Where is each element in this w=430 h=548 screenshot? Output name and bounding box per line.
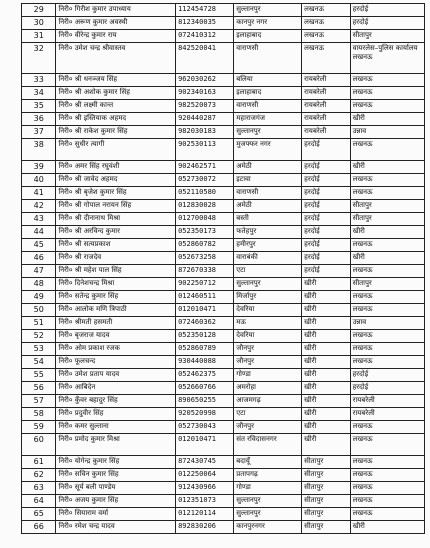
posted-district-cell: हरदोई [350, 369, 424, 382]
current-district-cell: सीतापुर [302, 469, 350, 482]
phone-number-cell: 012010471 [176, 304, 234, 317]
serial-number-cell: 56 [22, 382, 56, 395]
posted-district-cell: खीरी [350, 113, 424, 126]
officer-name-cell: निरी० श्री अशोक कुमार सिंह [56, 87, 176, 100]
current-district-cell: खीरी [302, 317, 350, 330]
serial-number-cell: 66 [22, 521, 56, 534]
table-row [22, 356, 425, 369]
serial-number-cell: 51 [22, 317, 56, 330]
current-district-cell: खीरी [302, 382, 350, 395]
table-row [22, 213, 425, 226]
phone-number-cell: 112454728 [176, 4, 234, 17]
phone-number-cell: 052350173 [176, 226, 234, 239]
table-row [22, 87, 425, 100]
table-row [22, 252, 425, 265]
table-row [22, 508, 425, 521]
table-row [22, 200, 425, 213]
serial-number-cell: 35 [22, 100, 56, 113]
serial-number-cell: 61 [22, 456, 56, 469]
phone-number-cell: 012700048 [176, 213, 234, 226]
posted-district-cell: लखनऊ [350, 87, 424, 100]
phone-number-cell: 052110580 [176, 187, 234, 200]
current-district-cell: लखनऊ [302, 17, 350, 30]
home-district-cell: सुल्तानपुर [234, 126, 302, 139]
table-row [22, 330, 425, 343]
current-district-cell: खीरी [302, 395, 350, 408]
posted-district-cell: खीरी [350, 252, 424, 265]
officer-name-cell: निरी० गिरीश कुमार उपाध्याय [56, 4, 176, 17]
current-district-cell: हरदोई [302, 239, 350, 252]
table-row [22, 100, 425, 113]
posted-district-cell: सीतापुर [350, 200, 424, 213]
home-district-cell: सुल्तानपुर [234, 278, 302, 291]
home-district-cell: सुल्तानपुर [234, 495, 302, 508]
posted-district-cell: लखनऊ [350, 469, 424, 482]
current-district-cell: खीरी [302, 278, 350, 291]
officer-name-cell: निरी० श्री दीनानाथ मिश्रा [56, 213, 176, 226]
home-district-cell: हमीरपुर [234, 239, 302, 252]
home-district-cell: वाराणसी [234, 43, 302, 74]
serial-number-cell: 58 [22, 408, 56, 421]
officer-name-cell: निरी० दिनेशचन्द्र मिश्रा [56, 278, 176, 291]
phone-number-cell: 920440287 [176, 113, 234, 126]
home-district-cell: मुजफ्फर नगर [234, 139, 302, 161]
phone-number-cell: 902530113 [176, 139, 234, 161]
current-district-cell: खीरी [302, 330, 350, 343]
table-row [22, 469, 425, 482]
serial-number-cell: 48 [22, 278, 56, 291]
serial-number-cell: 50 [22, 304, 56, 317]
officer-name-cell: निरी० आलोक मणि त्रिपाठी [56, 304, 176, 317]
home-district-cell: एटा [234, 408, 302, 421]
phone-number-cell: 930440088 [176, 356, 234, 369]
home-district-cell: वाराबंकी [234, 252, 302, 265]
officer-name-cell: निरी० सुधीर त्यागी [56, 139, 176, 161]
current-district-cell: हरदोई [302, 139, 350, 161]
table-row [22, 265, 425, 278]
posted-district-cell: हरदोई [350, 4, 424, 17]
home-district-cell: बलिया [234, 74, 302, 87]
table-row [22, 382, 425, 395]
phone-number-cell: 072410312 [176, 30, 234, 43]
current-district-cell: खीरी [302, 343, 350, 356]
serial-number-cell: 44 [22, 226, 56, 239]
table-row [22, 74, 425, 87]
posted-district-cell: खीरी [350, 226, 424, 239]
home-district-cell: जौनपुर [234, 343, 302, 356]
home-district-cell: एटा [234, 265, 302, 278]
officer-name-cell: निरी० सियाराम वर्मा [56, 508, 176, 521]
serial-number-cell: 65 [22, 508, 56, 521]
officer-name-cell: निरी० सतेन्द्र कुमार सिंह [56, 291, 176, 304]
home-district-cell: फतेहपुर [234, 226, 302, 239]
home-district-cell: आजमगढ़ [234, 395, 302, 408]
posted-district-cell: रायबरेली [350, 395, 424, 408]
table-row [22, 30, 425, 43]
home-district-cell: कानपुर नगर [234, 17, 302, 30]
home-district-cell: गोण्डा [234, 482, 302, 495]
table-row [22, 369, 425, 382]
posted-district-cell: लखनऊ [350, 434, 424, 456]
current-district-cell: लखनऊ [302, 4, 350, 17]
officer-name-cell: निरी० कुँवर बहादुर सिंह [56, 395, 176, 408]
serial-number-cell: 43 [22, 213, 56, 226]
officer-name-cell: निरी० सूर्य बली पाण्डेय [56, 482, 176, 495]
home-district-cell: कानपुरनगर [234, 521, 302, 534]
serial-number-cell: 31 [22, 30, 56, 43]
table-row [22, 495, 425, 508]
serial-number-cell: 46 [22, 252, 56, 265]
current-district-cell: हरदोई [302, 200, 350, 213]
phone-number-cell: 920520998 [176, 408, 234, 421]
serial-number-cell: 53 [22, 343, 56, 356]
posted-district-cell: लखनऊ [350, 482, 424, 495]
home-district-cell: वाराणसी [234, 100, 302, 113]
phone-number-cell: 012830028 [176, 200, 234, 213]
home-district-cell: सुल्तानपुर [234, 4, 302, 17]
posted-district-cell: लखनऊ [350, 356, 424, 369]
phone-number-cell: 012250064 [176, 469, 234, 482]
home-district-cell: प्रतापगढ़ [234, 469, 302, 482]
home-district-cell: महाराजगंज [234, 113, 302, 126]
home-district-cell: जौनपुर [234, 421, 302, 434]
phone-number-cell: 962030262 [176, 74, 234, 87]
posted-district-cell: लखनऊ [350, 330, 424, 343]
phone-number-cell: 012120114 [176, 508, 234, 521]
current-district-cell: सीतापुर [302, 456, 350, 469]
posted-district-cell: लखनऊ [350, 139, 424, 161]
officer-table [21, 3, 425, 534]
officer-name-cell: निरी० प्रदुवीर सिंह [56, 408, 176, 421]
home-district-cell: वाराणसी [234, 187, 302, 200]
home-district-cell: जौनपुर [234, 356, 302, 369]
officer-name-cell: निरी० श्री गोपाल नरायन सिंह [56, 200, 176, 213]
current-district-cell: खीरी [302, 356, 350, 369]
home-district-cell: अमेठी [234, 200, 302, 213]
serial-number-cell: 38 [22, 139, 56, 161]
home-district-cell: बदायूँ [234, 456, 302, 469]
current-district-cell: लखनऊ [302, 30, 350, 43]
table-row [22, 139, 425, 161]
current-district-cell: लखनऊ [302, 43, 350, 74]
home-district-cell: देवरिया [234, 330, 302, 343]
phone-number-cell: 052350128 [176, 330, 234, 343]
table-row [22, 239, 425, 252]
table-row [22, 291, 425, 304]
current-district-cell: हरदोई [302, 265, 350, 278]
phone-number-cell: 052730043 [176, 421, 234, 434]
serial-number-cell: 36 [22, 113, 56, 126]
serial-number-cell: 54 [22, 356, 56, 369]
posted-district-cell: लखनऊ [350, 187, 424, 200]
phone-number-cell: 012010471 [176, 434, 234, 456]
serial-number-cell: 57 [22, 395, 56, 408]
officer-name-cell: निरी० अजय कुमार सिंह [56, 495, 176, 508]
current-district-cell: खीरी [302, 291, 350, 304]
current-district-cell: हरदोई [302, 252, 350, 265]
posted-district-cell: लखनऊ [350, 100, 424, 113]
posted-district-cell: लखनऊ [350, 508, 424, 521]
officer-name-cell: निरी० योगेन्द्र कुमार सिंह [56, 456, 176, 469]
current-district-cell: रायबरेली [302, 74, 350, 87]
posted-district-cell: लखनऊ [350, 421, 424, 434]
posted-district-cell: लखनऊ [350, 495, 424, 508]
posted-district-cell: लखनऊ [350, 456, 424, 469]
serial-number-cell: 32 [22, 43, 56, 74]
current-district-cell: रायबरेली [302, 87, 350, 100]
officer-name-cell: निरी० फूलचन्द [56, 356, 176, 369]
table-row [22, 343, 425, 356]
officer-name-cell: निरी० सचिन कुमार सिंह [56, 469, 176, 482]
table-row [22, 304, 425, 317]
posted-district-cell: लखनऊ [350, 291, 424, 304]
phone-number-cell: 982030183 [176, 126, 234, 139]
home-district-cell: अमेठी [234, 161, 302, 174]
home-district-cell: इलाहाबाद [234, 87, 302, 100]
officer-name-cell: निरी० वीरेन्द्र कुमार राय [56, 30, 176, 43]
posted-district-cell: लखनऊ [350, 239, 424, 252]
officer-name-cell: निरी० श्री लक्ष्मी कान्त [56, 100, 176, 113]
serial-number-cell: 34 [22, 87, 56, 100]
serial-number-cell: 49 [22, 291, 56, 304]
home-district-cell: मिर्जापुर [234, 291, 302, 304]
current-district-cell: सीतापुर [302, 521, 350, 534]
posted-district-cell: खीरी [350, 521, 424, 534]
serial-number-cell: 52 [22, 330, 56, 343]
current-district-cell: सीतापुर [302, 482, 350, 495]
home-district-cell: सुल्तानपुर [234, 508, 302, 521]
officer-name-cell: निरी० रमेश चन्द्र यादव [56, 521, 176, 534]
table-row [22, 408, 425, 421]
posted-district-cell: उन्नाव [350, 126, 424, 139]
serial-number-cell: 59 [22, 421, 56, 434]
posted-district-cell: लखनऊ [350, 174, 424, 187]
phone-number-cell: 872430745 [176, 456, 234, 469]
current-district-cell: खीरी [302, 304, 350, 317]
current-district-cell: खीरी [302, 421, 350, 434]
phone-number-cell: 012351073 [176, 495, 234, 508]
officer-name-cell: निरी० श्री राजदेव [56, 252, 176, 265]
phone-number-cell: 872670338 [176, 265, 234, 278]
current-district-cell: हरदोई [302, 226, 350, 239]
table-row [22, 456, 425, 469]
table-row [22, 395, 425, 408]
posted-district-cell: हरदोई [350, 382, 424, 395]
phone-number-cell: 912430966 [176, 482, 234, 495]
officer-name-cell: निरी० अरूण कुमार अवस्थी [56, 17, 176, 30]
table-row [22, 278, 425, 291]
current-district-cell: हरदोई [302, 161, 350, 174]
table-row [22, 482, 425, 495]
serial-number-cell: 64 [22, 495, 56, 508]
home-district-cell: देवरिया [234, 304, 302, 317]
posted-district-cell: लखनऊ [350, 74, 424, 87]
posted-district-cell: लखनऊ [350, 304, 424, 317]
current-district-cell: हरदोई [302, 213, 350, 226]
officer-name-cell: निरी० श्री धनञ्जय सिंह [56, 74, 176, 87]
home-district-cell: बस्ती [234, 213, 302, 226]
officer-name-cell: निरी० श्री अरविन्द कुमार [56, 226, 176, 239]
table-row [22, 161, 425, 174]
current-district-cell: सीतापुर [302, 495, 350, 508]
current-district-cell: हरदोई [302, 187, 350, 200]
phone-number-cell: 052660766 [176, 382, 234, 395]
serial-number-cell: 55 [22, 369, 56, 382]
current-district-cell: खीरी [302, 408, 350, 421]
table-row [22, 113, 425, 126]
serial-number-cell: 37 [22, 126, 56, 139]
table-row [22, 226, 425, 239]
serial-number-cell: 33 [22, 74, 56, 87]
phone-number-cell: 902250712 [176, 278, 234, 291]
table-row [22, 434, 425, 456]
table-row [22, 174, 425, 187]
home-district-cell: इटावा [234, 174, 302, 187]
officer-name-cell: निरी० श्री जावेद अहमद [56, 174, 176, 187]
posted-district-cell: सीतापुर [350, 30, 424, 43]
officer-name-cell: निरी० श्रीमती हसमती [56, 317, 176, 330]
posted-district-cell: लखनऊ [350, 265, 424, 278]
phone-number-cell: 072460362 [176, 317, 234, 330]
table-row [22, 43, 425, 74]
serial-number-cell: 45 [22, 239, 56, 252]
phone-number-cell: 890650255 [176, 395, 234, 408]
officer-name-cell: निरी० बृजराज यादव [56, 330, 176, 343]
table-row [22, 4, 425, 17]
current-district-cell: सीतापुर [302, 508, 350, 521]
posted-district-cell: रायबरेली [350, 408, 424, 421]
serial-number-cell: 63 [22, 482, 56, 495]
table-row [22, 317, 425, 330]
officer-name-cell: निरी० श्री बृजेश कुमार सिंह [56, 187, 176, 200]
officer-name-cell: निरी० अमर सिंह रघुवंशी [56, 161, 176, 174]
serial-number-cell: 39 [22, 161, 56, 174]
phone-number-cell: 052860789 [176, 343, 234, 356]
table-row [22, 17, 425, 30]
phone-number-cell: 052462375 [176, 369, 234, 382]
officer-name-cell: निरी० प्रमोद कुमार मिश्रा [56, 434, 176, 456]
serial-number-cell: 41 [22, 187, 56, 200]
serial-number-cell: 30 [22, 17, 56, 30]
serial-number-cell: 40 [22, 174, 56, 187]
posted-district-cell: वायरलेस–पुलिस कार्यालय लखनऊ [350, 43, 424, 74]
posted-district-cell: सीतापुर [350, 213, 424, 226]
phone-number-cell: 902462571 [176, 161, 234, 174]
officer-table-body [22, 4, 425, 534]
phone-number-cell: 012460511 [176, 291, 234, 304]
current-district-cell: खीरी [302, 369, 350, 382]
officer-name-cell: निरी० उमेश प्रताप यादव [56, 369, 176, 382]
serial-number-cell: 29 [22, 4, 56, 17]
posted-district-cell: उन्नाव [350, 317, 424, 330]
officer-name-cell: निरी० श्री राकेश कुमार सिंह [56, 126, 176, 139]
phone-number-cell: 892830206 [176, 521, 234, 534]
home-district-cell: संत रविदासनगर [234, 434, 302, 456]
phone-number-cell: 052860782 [176, 239, 234, 252]
phone-number-cell: 902340163 [176, 87, 234, 100]
table-row [22, 126, 425, 139]
officer-name-cell: निरी० श्री इस्तियाक अहमद [56, 113, 176, 126]
phone-number-cell: 052673258 [176, 252, 234, 265]
serial-number-cell: 62 [22, 469, 56, 482]
officer-name-cell: निरी० कमर सुल्ताना [56, 421, 176, 434]
phone-number-cell: 052730072 [176, 174, 234, 187]
current-district-cell: रायबरेली [302, 113, 350, 126]
current-district-cell: रायबरेली [302, 100, 350, 113]
serial-number-cell: 60 [22, 434, 56, 456]
officer-name-cell: निरी० श्री सत्यप्रकाश [56, 239, 176, 252]
current-district-cell: खीरी [302, 434, 350, 456]
home-district-cell: गोण्डा [234, 369, 302, 382]
officer-name-cell: निरी० आबिदेन [56, 382, 176, 395]
table-row [22, 521, 425, 534]
current-district-cell: रायबरेली [302, 126, 350, 139]
home-district-cell: इलाहाबाद [234, 30, 302, 43]
posted-district-cell: सीतापुर [350, 278, 424, 291]
current-district-cell: हरदोई [302, 174, 350, 187]
posted-district-cell: हरदोई [350, 17, 424, 30]
officer-name-cell: निरी० श्री महेश पाल सिंह [56, 265, 176, 278]
home-district-cell: अमरोहा [234, 382, 302, 395]
phone-number-cell: 982520073 [176, 100, 234, 113]
home-district-cell: मऊ [234, 317, 302, 330]
serial-number-cell: 42 [22, 200, 56, 213]
phone-number-cell: 812340035 [176, 17, 234, 30]
officer-name-cell: निरी० उमेश चन्द्र श्रीवास्तव [56, 43, 176, 74]
phone-number-cell: 842520041 [176, 43, 234, 74]
table-row [22, 187, 425, 200]
table-row [22, 421, 425, 434]
posted-district-cell: लखनऊ [350, 343, 424, 356]
serial-number-cell: 47 [22, 265, 56, 278]
officer-name-cell: निरी० ओम प्रकाश रजक [56, 343, 176, 356]
posted-district-cell: खीरी [350, 161, 424, 174]
